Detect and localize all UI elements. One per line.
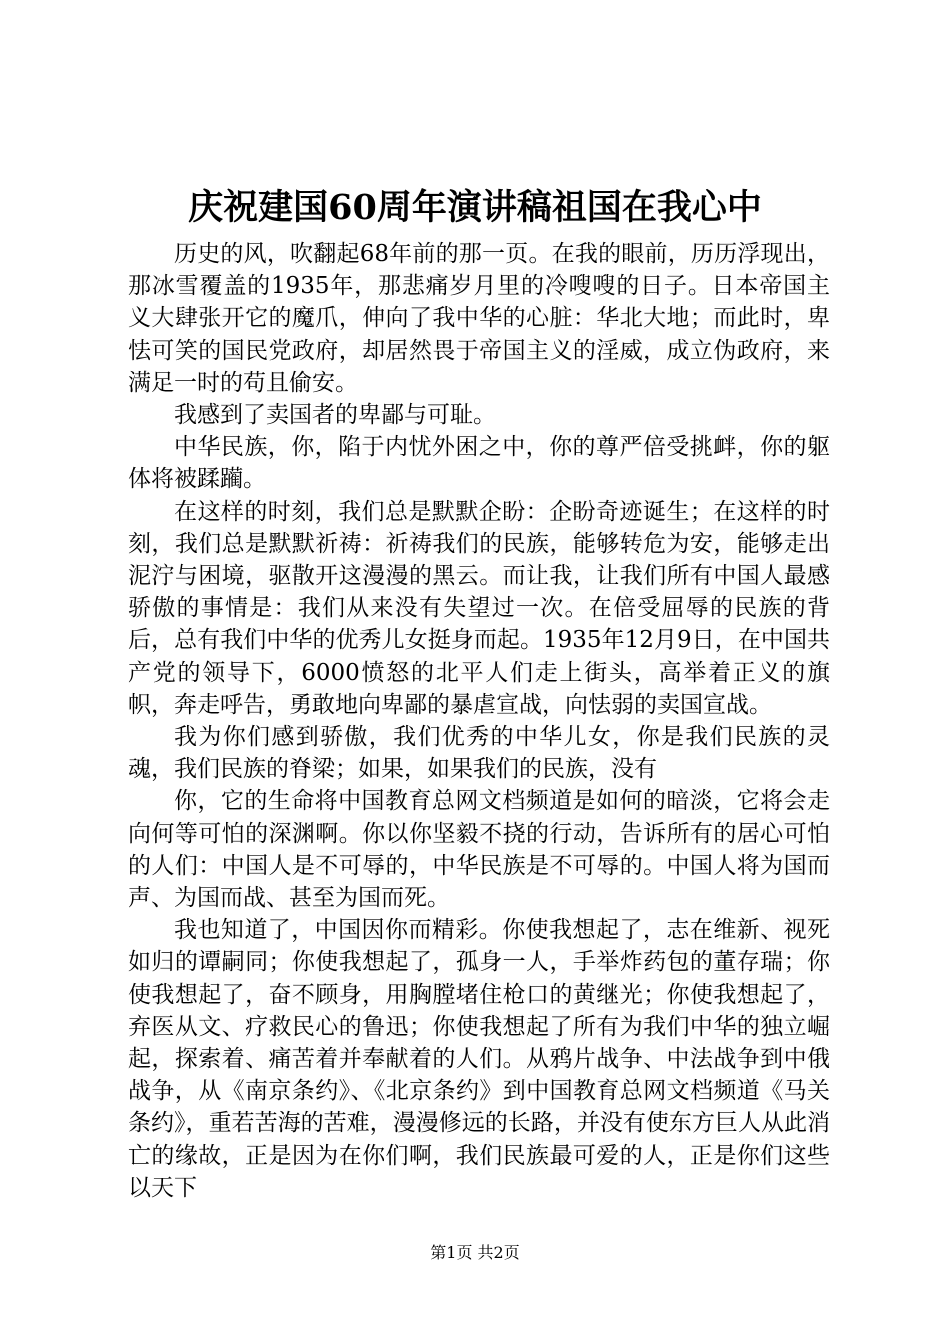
paragraph: 你，它的生命将中国教育总网文档频道是如何的暗淡，它将会走向何等可怕的深渊啊。你以你坚毅不挠的行动，告诉所有的居心可怕的人们：中国人是不可辱的，中华民族是不可辱的。中国人将为国而声、为国而战、甚至为国而死。 [128, 788, 830, 912]
paragraph: 历史的风，吹翻起68年前的那一页。在我的眼前，历历浮现出，那冰雪覆盖的1935年，那悲痛岁月里的冷嗖嗖的日子。日本帝国主义大肆张开它的魔爪，伸向了我中华的心脏：华北大地；而此时，卑怯可笑的国民党政府，却居然畏于帝国主义的淫威，成立伪政府，来满足一时的苟且偷安。 [128, 241, 830, 396]
paragraph: 我感到了卖国者的卑鄙与可耻。 [174, 402, 496, 429]
document-body [128, 238, 830, 1201]
page-footer: 第1页 共2页 [430, 1243, 520, 1262]
paragraph: 在这样的时刻，我们总是默默企盼：企盼奇迹诞生；在这样的时刻，我们总是默默祈祷：祈祷我们的民族，能够转危为安，能够走出泥泞与困境，驱散开这漫漫的黑云。而让我，让我们所有中国人最感骄傲的事情是：我们从来没有失望过一次。在倍受屈辱的民族的背后，总有我们中华的优秀儿女挺身而起。1935年12月9日，在中国共产党的领导下，6000愤怒的北平人们走上街头，高举着正义的旗帜，奔走呼告，勇敢地向卑鄙的暴虐宣战，向怯弱的卖国宣战。 [128, 498, 830, 718]
paragraph: 中华民族，你，陷于内忧外困之中，你的尊严倍受挑衅，你的躯体将被蹂躏。 [128, 434, 830, 493]
paragraph: 我也知道了，中国因你而精彩。你使我想起了，志在维新、视死如归的谭嗣同；你使我想起了，孤身一人，手举炸药包的董存瑞；你使我想起了，奋不顾身，用胸膛堵住枪口的黄继光；你使我想起了，弃医从文、疗救民心的鲁迅；你使我想起了所有为我们中华的独立崛起，探索着、痛苦着并奉献着的人们。从鸦片战争、中法战争到中俄战争，从《南京条约》、《北京条约》到中国教育总网文档频道《马关条约》，重若苦海的苦难，漫漫修远的长路，并没有使东方巨人从此消亡的缘故，正是因为在你们啊，我们民族最可爱的人，正是你们这些以天下 [128, 917, 830, 1201]
document-title: 庆祝建国60周年演讲稿祖国在我心中 [188, 187, 762, 228]
paragraph: 我为你们感到骄傲，我们优秀的中华儿女，你是我们民族的灵魂，我们民族的脊梁；如果，如果我们的民族，没有 [128, 724, 830, 783]
